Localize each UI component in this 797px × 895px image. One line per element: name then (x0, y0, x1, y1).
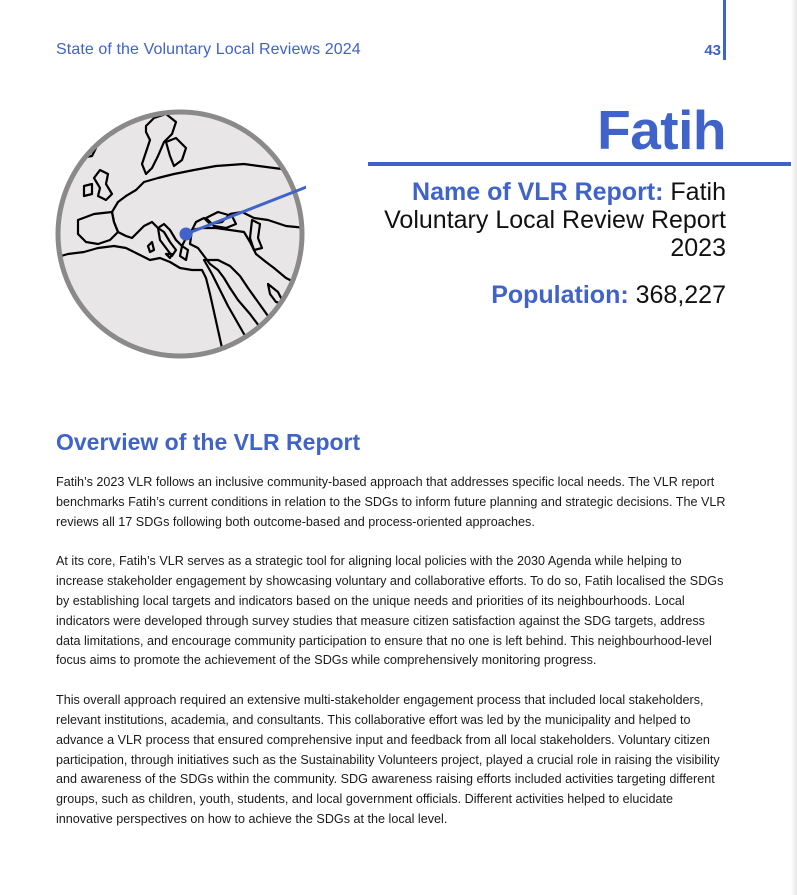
header-accent-line (723, 0, 726, 60)
location-marker (180, 228, 193, 241)
population-label: Population: (491, 281, 629, 309)
overview-paragraph: This overall approach required an extensive multi-stakeholder engagement process that included local stakeholders, relevant institutions, academia, and consultants. This collaborative effort was led by the municipality and helped to advance a VLR process that ensured comprehensive input and feedback from all local stakeholders. Voluntary citizen participation, through initiatives such as the Sustainability Volunteers project, played a crucial role in raising the visibility and awareness of the SDGs within the community. SDG awareness raising efforts included activities targeting different groups, such as children, youth, students, and local government officials. Different activities helped to elucidate innovative perspectives on how to achieve the SDGs at the local level. (56, 693, 720, 826)
title-rule (368, 162, 791, 166)
overview-heading: Overview of the VLR Report (56, 429, 361, 455)
page-number: 43 (704, 42, 721, 59)
population (491, 280, 726, 310)
city-name: Fatih (597, 99, 726, 161)
report-name (366, 178, 726, 262)
overview-paragraph: Fatih’s 2023 VLR follows an inclusive community-based approach that addresses specific local needs. The VLR report benchmarks Fatih’s current conditions in relation to the SDGs to inform future planning and strategic decisions. The VLR reviews all 17 SDGs following both outcome-based and process-oriented approaches. (56, 475, 726, 529)
population-value: 368,227 (635, 281, 726, 309)
page-edge-shadow (791, 0, 797, 895)
globe-map-icon (54, 108, 306, 360)
running-title: State of the Voluntary Local Reviews 2024 (56, 41, 361, 58)
report-name-value: Fatih Voluntary Local Review Report 2023 (384, 178, 726, 262)
report-name-label: Name of VLR Report: (412, 178, 664, 206)
overview-paragraph: At its core, Fatih’s VLR serves as a strategic tool for aligning local policies with the 2030 Agenda while helping to increase stakeholder engagement by showcasing voluntary and collaborative efforts. To do so, Fatih localised the SDGs by establishing local targets and indicators based on the unique needs and priorities of its neighbourhoods. Local indicators were developed through survey studies that measure citizen satisfaction against the SDG targets, address data limitations, and encourage community participation to ensure that no one is left behind. This neighbourhood-level focus aims to promote the achievement of the SDGs while comprehensively monitoring progress. (56, 554, 724, 668)
overview-body (56, 473, 732, 850)
